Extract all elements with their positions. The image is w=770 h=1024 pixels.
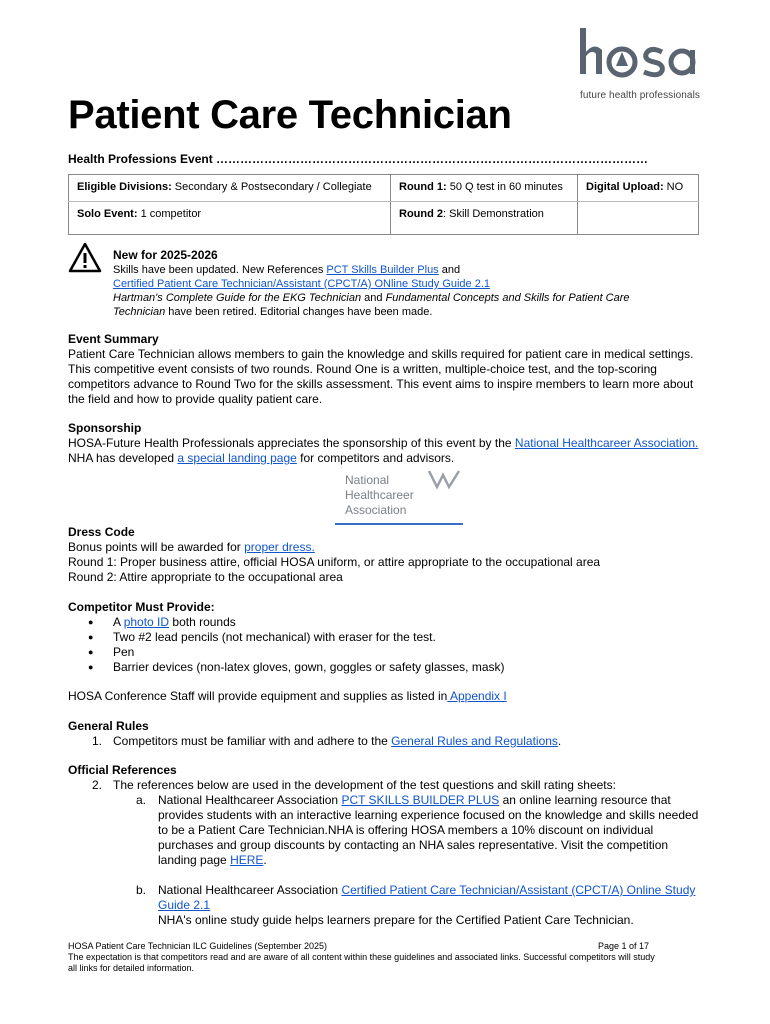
text: Competitors must be familiar with and adhere to the xyxy=(113,734,392,748)
nha-logo-line: Healthcareer xyxy=(345,488,414,502)
section-heading: Sponsorship xyxy=(68,421,142,435)
nha-logo-text xyxy=(345,473,414,518)
dress-code-line-2: Round 1: Proper business attire, official HOSA uniform, or attire appropriate to the occupational area xyxy=(68,555,601,569)
hosa-tagline: future health professionals xyxy=(580,90,700,101)
retired-reference: Hartman's Complete Guide for the EKG Technician xyxy=(113,292,362,304)
cell-label: Digital Upload: xyxy=(586,181,664,193)
pct-skills-builder-link[interactable]: PCT Skills Builder Plus xyxy=(326,264,439,276)
text: and xyxy=(361,292,386,304)
section-heading: Event Summary xyxy=(68,332,159,346)
sponsorship-text xyxy=(68,436,708,466)
event-summary-section xyxy=(68,332,708,407)
section-heading: Competitor Must Provide: xyxy=(68,600,215,614)
provide-list xyxy=(68,615,708,675)
landing-page-link[interactable]: a special landing page xyxy=(177,451,297,465)
list-item: ● Two #2 lead pencils (not mechanical) with eraser for the test. xyxy=(88,630,708,645)
dress-code-line-1 xyxy=(68,540,708,555)
nha-logo-line: National xyxy=(345,473,390,487)
retired-reference: Fundamental Concepts and Skills for Patient Care xyxy=(385,292,630,304)
text: for competitors and advisors. xyxy=(296,451,455,465)
text: and xyxy=(438,264,461,276)
text: National Healthcareer Association xyxy=(158,883,342,897)
general-rules-section xyxy=(68,719,708,749)
empty-cell xyxy=(578,202,699,235)
event-summary-text: Patient Care Technician allows members to gain the knowledge and skills required for patient care in medical settings. This competitive event consists of two rounds. Round One is a written, multiple-choice test, and the top-scoring competitors advance to Round Two for the skills assessment. This event aims to inspire members to learn more about the field and how to provide quality patient care. xyxy=(68,347,694,406)
here-link[interactable]: HERE xyxy=(230,853,264,867)
nha-link[interactable]: National Healthcareer Association. xyxy=(514,436,699,450)
text: have been retired. Editorial changes have been made. xyxy=(165,306,433,318)
cpcta-study-guide-link[interactable]: Certified Patient Care Technician/Assistant (CPCT/A) ONline Study Guide 2.1 xyxy=(113,278,491,290)
page-footer xyxy=(68,941,658,974)
text: Bonus points will be awarded for xyxy=(68,540,245,554)
cell-label: Round 1: xyxy=(399,181,447,193)
text: A xyxy=(113,615,124,629)
proper-dress-link[interactable]: proper dress. xyxy=(244,540,315,554)
item-number: 1. xyxy=(92,734,103,748)
conference-staff-line xyxy=(68,689,708,704)
reference-a xyxy=(68,793,703,868)
text: both rounds xyxy=(169,615,236,629)
text: Skills have been updated. New References xyxy=(113,264,327,276)
list-item: ● Pen xyxy=(88,645,708,660)
item-letter: a. xyxy=(136,793,147,807)
digital-upload-cell xyxy=(578,175,699,202)
item-number: 2. xyxy=(92,778,103,792)
cell-value: Secondary & Postsecondary / Collegiate xyxy=(171,181,372,193)
official-references-section xyxy=(68,763,708,928)
table-row xyxy=(69,175,699,202)
text: . xyxy=(557,734,562,748)
page-title: Patient Care Technician xyxy=(68,93,512,137)
round2-cell xyxy=(391,202,578,235)
cell-value: NO xyxy=(663,181,684,193)
references-intro xyxy=(68,778,708,793)
text: HOSA-Future Health Professionals appreciates the sponsorship of this event by the xyxy=(68,436,515,450)
text: The references below are used in the development of the test questions and skill rating sheets: xyxy=(113,778,616,792)
section-heading: Dress Code xyxy=(68,525,135,539)
general-rules-item xyxy=(68,734,708,749)
text: National Healthcareer Association xyxy=(158,793,342,807)
dress-code-section xyxy=(68,525,708,585)
item-letter: b. xyxy=(136,883,147,897)
event-category-line: Health Professions Event ……………………………………………………………………………………………… xyxy=(68,152,649,166)
cell-label: Eligible Divisions: xyxy=(77,181,172,193)
cell-label: Round 2 xyxy=(399,208,443,220)
competitor-provide-section xyxy=(68,600,708,675)
appendix-i-link[interactable]: Appendix I xyxy=(447,689,507,703)
event-info-table xyxy=(68,174,699,235)
reference-b xyxy=(68,883,703,928)
cell-value: : Skill Demonstration xyxy=(443,208,544,220)
list-item: ● Barrier devices (non-latex gloves, gown, goggles or safety glasses, mask) xyxy=(88,660,708,675)
new-for-line-3 xyxy=(113,291,703,305)
general-rules-link[interactable]: General Rules and Regulations xyxy=(391,734,558,748)
footer-title: HOSA Patient Care Technician ILC Guidelines (September 2025) xyxy=(68,941,327,951)
section-heading: Official References xyxy=(68,763,177,777)
retired-reference: Technician xyxy=(113,306,166,318)
round1-cell xyxy=(391,175,578,202)
nha-chevron-icon xyxy=(427,469,461,491)
cpcta-online-study-guide-link[interactable]: Certified Patient Care Technician/Assistant (CPCT/A) Online Study Guide 2.1 xyxy=(158,883,696,912)
text: . xyxy=(263,853,267,867)
cell-label: Solo Event: xyxy=(77,208,138,220)
list-item xyxy=(88,615,708,630)
solo-event-cell xyxy=(69,202,391,235)
warning-icon xyxy=(68,242,102,274)
new-for-line-1 xyxy=(113,263,703,277)
text: HOSA Conference Staff will provide equipment and supplies as listed in xyxy=(68,689,448,703)
text: NHA has developed xyxy=(68,451,178,465)
pct-skills-builder-plus-link[interactable]: PCT SKILLS BUILDER PLUS xyxy=(341,793,500,807)
eligible-divisions-cell xyxy=(69,175,391,202)
cell-value: 1 competitor xyxy=(137,208,202,220)
footer-note: The expectation is that competitors read and are aware of all content within these guidelines and associated links. Successful competitors will study all links for detailed information. xyxy=(68,952,655,973)
new-for-heading: New for 2025-2026 xyxy=(113,248,218,262)
sponsorship-section xyxy=(68,421,708,466)
text: an online learning resource that provides students with an interactive learning experience focused on the knowledge and skills needed to be a Patient Care Technician.NHA is offering HOSA members a 10% discount on individual purchases and group discounts by contacting an NHA sales representative. Visit the competition landing page xyxy=(158,793,699,867)
new-for-line-2 xyxy=(113,277,703,291)
cell-value: 50 Q test in 60 minutes xyxy=(446,181,563,193)
photo-id-link[interactable]: photo ID xyxy=(123,615,170,629)
nha-logo[interactable] xyxy=(335,467,463,525)
section-heading: General Rules xyxy=(68,719,149,733)
reference-b-description: NHA's online study guide helps learners prepare for the Certified Patient Care Technician. xyxy=(158,913,634,927)
dress-code-line-3: Round 2: Attire appropriate to the occupational area xyxy=(68,570,343,584)
new-for-line-4 xyxy=(113,305,703,319)
page-number: Page 1 of 17 xyxy=(598,941,650,951)
table-row xyxy=(69,202,699,235)
nha-logo-line: Association xyxy=(345,503,407,517)
